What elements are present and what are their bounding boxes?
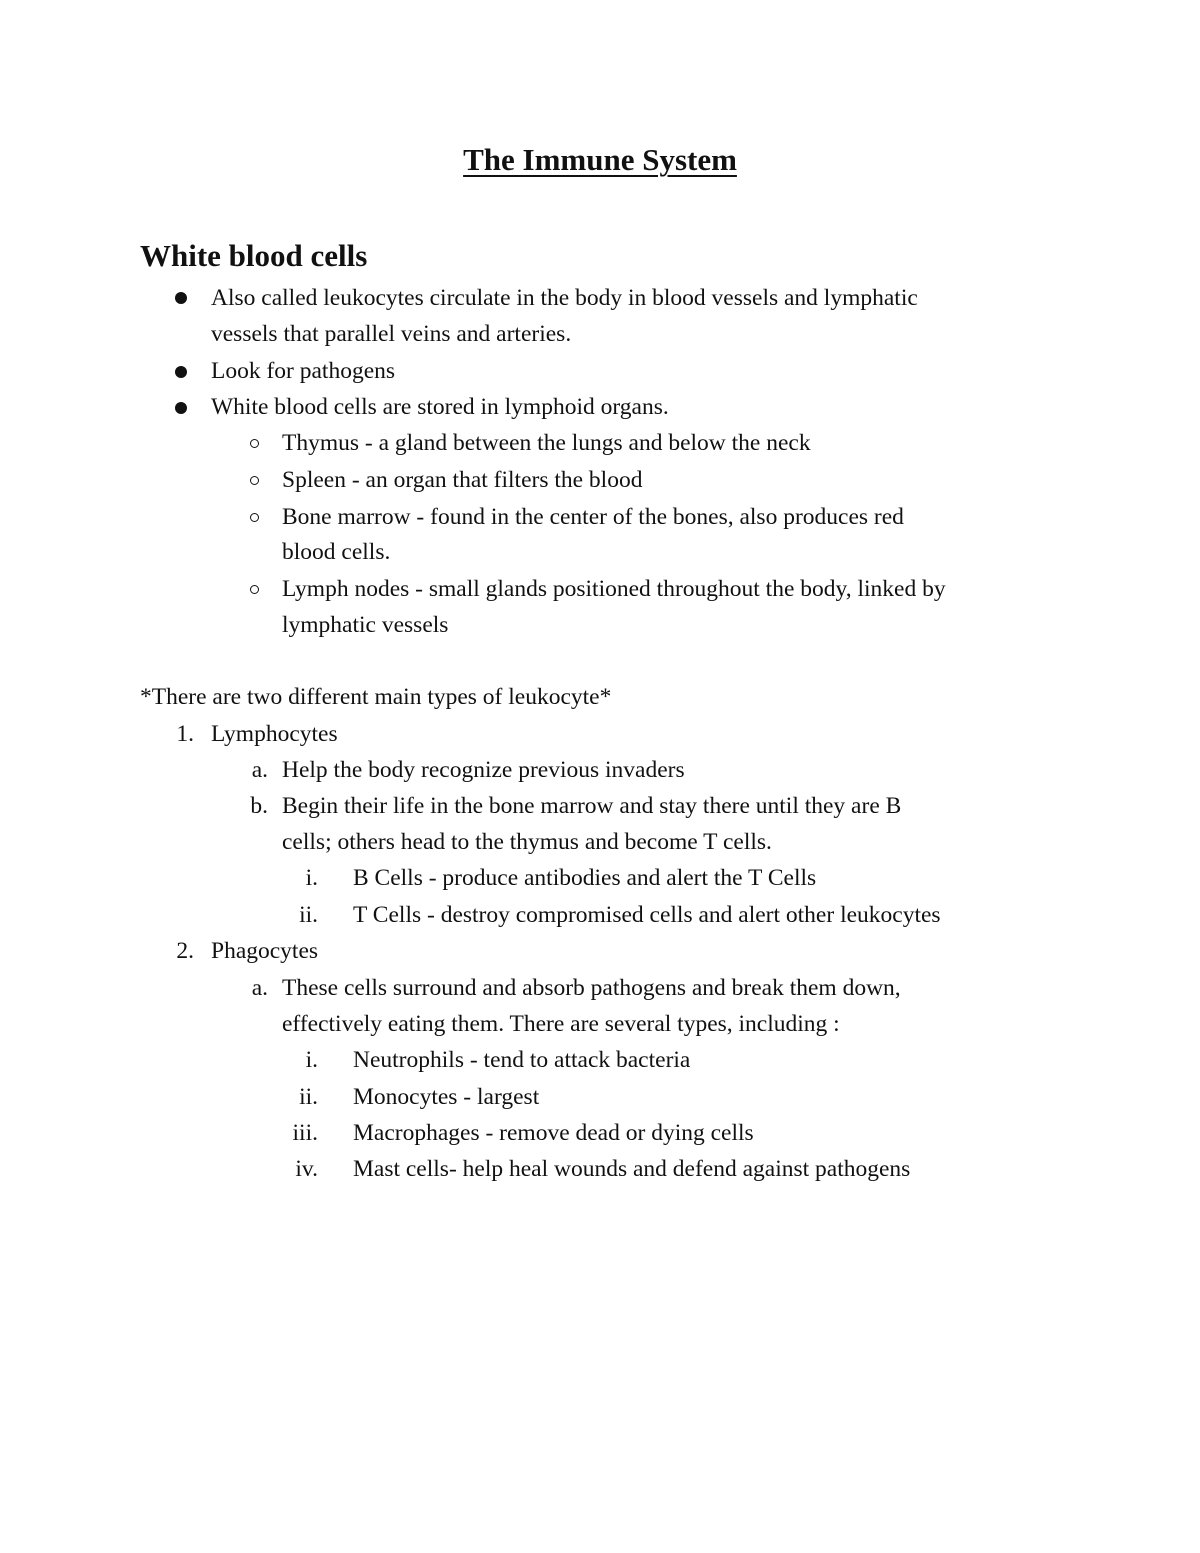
list-marker: ii. xyxy=(299,1084,318,1110)
list-marker: i. xyxy=(305,1047,318,1073)
list-marker: iv. xyxy=(295,1156,318,1182)
circle-bullet-icon xyxy=(250,513,259,522)
list-marker: b. xyxy=(250,793,268,819)
leukocyte-note: *There are two different main types of leukocyte* xyxy=(140,684,612,710)
organ-lymph-nodes-line-1: Lymph nodes - small glands positioned throughout the body, linked by xyxy=(282,576,946,602)
phagocytes-item-a-line-1: These cells surround and absorb pathogens and break them down, xyxy=(282,975,901,1001)
bullet-1-line-2: vessels that parallel veins and arteries. xyxy=(211,321,572,347)
lymphocytes-item-b-line-1: Begin their life in the bone marrow and stay there until they are B xyxy=(282,793,902,819)
list-marker: 2. xyxy=(176,938,194,964)
mast-cells: Mast cells- help heal wounds and defend against pathogens xyxy=(353,1156,911,1182)
phagocytes-item-a-line-2: effectively eating them. There are several types, including : xyxy=(282,1011,840,1037)
list-marker: ii. xyxy=(299,902,318,928)
organ-lymph-nodes-line-2: lymphatic vessels xyxy=(282,612,449,638)
circle-bullet-icon xyxy=(250,439,259,448)
b-cells: B Cells - produce antibodies and alert the T Cells xyxy=(353,865,817,891)
list-marker: i. xyxy=(305,865,318,891)
type-lymphocytes: Lymphocytes xyxy=(211,721,338,747)
list-marker: a. xyxy=(251,975,268,1001)
section-heading: White blood cells xyxy=(140,238,368,273)
bullet-1-line-1: Also called leukocytes circulate in the body in blood vessels and lymphatic xyxy=(211,285,918,311)
lymphocytes-item-a: Help the body recognize previous invaders xyxy=(282,757,685,783)
bullet-2: Look for pathogens xyxy=(211,358,396,384)
page-title: The Immune System xyxy=(463,142,737,177)
organ-bone-marrow-line-1: Bone marrow - found in the center of the bones, also produces red xyxy=(282,504,904,530)
monocytes: Monocytes - largest xyxy=(353,1084,540,1110)
lymphocytes-item-b-line-2: cells; others head to the thymus and become T cells. xyxy=(282,829,772,855)
list-marker: 1. xyxy=(176,721,194,747)
bullet-3: White blood cells are stored in lymphoid organs. xyxy=(211,394,669,420)
organ-spleen: Spleen - an organ that filters the blood xyxy=(282,467,643,493)
list-marker: iii. xyxy=(292,1120,318,1146)
bullet-icon xyxy=(175,402,187,414)
t-cells: T Cells - destroy compromised cells and alert other leukocytes xyxy=(353,902,941,928)
organ-bone-marrow-line-2: blood cells. xyxy=(282,539,391,565)
circle-bullet-icon xyxy=(250,476,259,485)
circle-bullet-icon xyxy=(250,585,259,594)
type-phagocytes: Phagocytes xyxy=(211,938,319,964)
bullet-icon xyxy=(175,366,187,378)
list-marker: a. xyxy=(251,757,268,783)
neutrophils: Neutrophils - tend to attack bacteria xyxy=(353,1047,691,1073)
bullet-icon xyxy=(175,292,187,304)
macrophages: Macrophages - remove dead or dying cells xyxy=(353,1120,754,1146)
organ-thymus: Thymus - a gland between the lungs and below the neck xyxy=(282,430,811,456)
